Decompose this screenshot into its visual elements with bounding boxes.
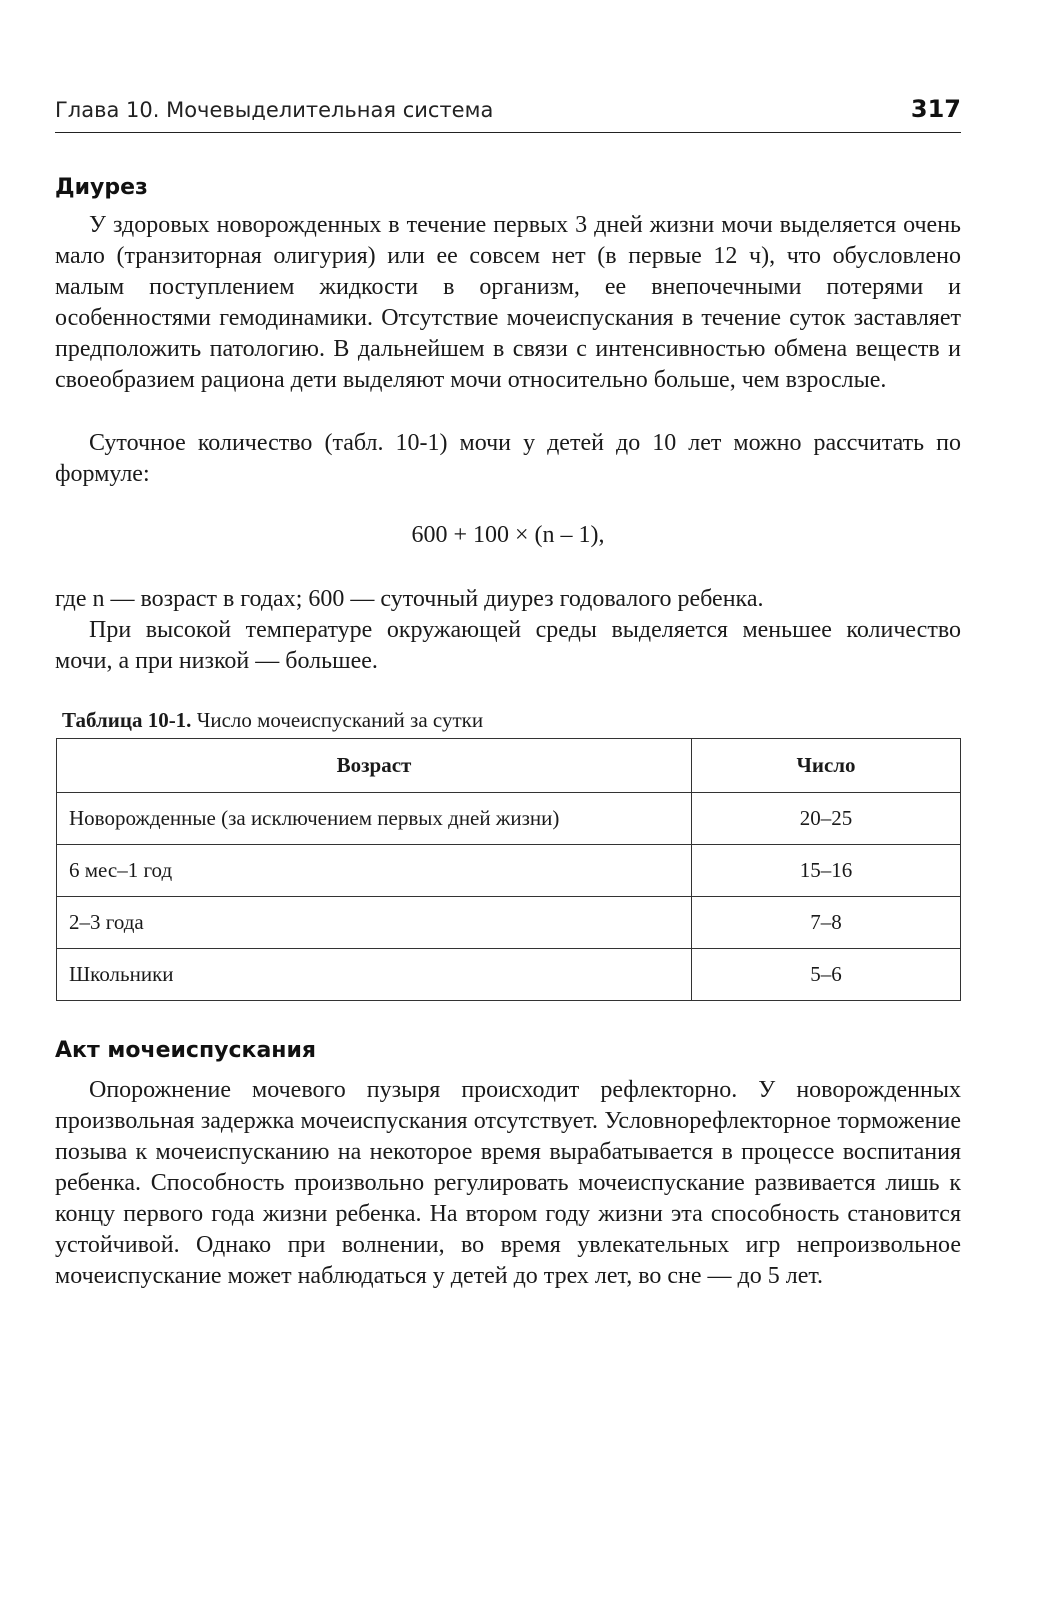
formula-explanation: где n — возраст в годах; 600 — суточный диурез годовалого ребенка. <box>55 586 764 612</box>
cell-age: Новорожденные (за исключением первых дней жизни) <box>57 793 692 845</box>
table-caption-label: Таблица 10-1. <box>62 708 192 732</box>
table-caption <box>62 708 483 733</box>
paragraph-diuresis-1: У здоровых новорожденных в течение первых 3 дней жизни мочи выделяется очень мало (транзиторная олигурия) или ее совсем нет (в первые 12 ч), что обусловлено малым поступлением жидкости в организм, ее внепочечными потерями и особенностями гемодинамики. Отсутствие мочеиспускания в течение суток заставляет предположить патологию. В дальнейшем в связи с интенсивностью обмена веществ и своеобразием рациона дети выделяют мочи относительно больше, чем взрослые. <box>55 212 961 393</box>
column-header-age: Возраст <box>57 739 692 793</box>
table-row <box>57 793 961 845</box>
table-row <box>57 845 961 897</box>
diuresis-formula: 600 + 100 × (n – 1), <box>411 522 605 548</box>
table-row <box>57 949 961 1001</box>
running-header <box>55 95 961 133</box>
cell-count: 7–8 <box>692 897 961 949</box>
column-header-count: Число <box>692 739 961 793</box>
cell-age: 2–3 года <box>57 897 692 949</box>
cell-count: 20–25 <box>692 793 961 845</box>
section-heading-urination-act: Акт мочеиспускания <box>55 1038 317 1063</box>
table-caption-text: Число мочеиспусканий за сутки <box>196 708 484 732</box>
paragraph-urination-act: Опорожнение мочевого пузыря происходит рефлекторно. У новорожденных произвольная задержка мочеиспускания отсутствует. Условнорефлекторное торможение позыва к мочеиспусканию на некоторое время вырабатывается в процессе воспитания ребенка. Способность произвольно регулировать мочеиспускание развивается лишь к концу первого года жизни ребенка. На втором году жизни эта способность становится устойчивой. Однако при волнении, во время увлекательных игр непроизвольное мочеиспускание может наблюдаться у детей до трех лет, во сне — до 5 лет. <box>55 1077 961 1289</box>
table-header-row <box>57 739 961 793</box>
page-number: 317 <box>910 95 961 123</box>
chapter-title: Глава 10. Мочевыделительная система <box>55 98 494 122</box>
cell-count: 15–16 <box>692 845 961 897</box>
paragraph-temperature: При высокой температуре окружающей среды выделяется меньшее количество мочи, а при низкой — большее. <box>55 617 961 674</box>
urination-table <box>56 738 961 1001</box>
section-heading-diuresis: Диурез <box>55 175 148 200</box>
cell-age: Школьники <box>57 949 692 1001</box>
cell-count: 5–6 <box>692 949 961 1001</box>
cell-age: 6 мес–1 год <box>57 845 692 897</box>
table-row <box>57 897 961 949</box>
paragraph-diuresis-2: Суточное количество (табл. 10-1) мочи у детей до 10 лет можно рассчитать по формуле: <box>55 430 961 487</box>
